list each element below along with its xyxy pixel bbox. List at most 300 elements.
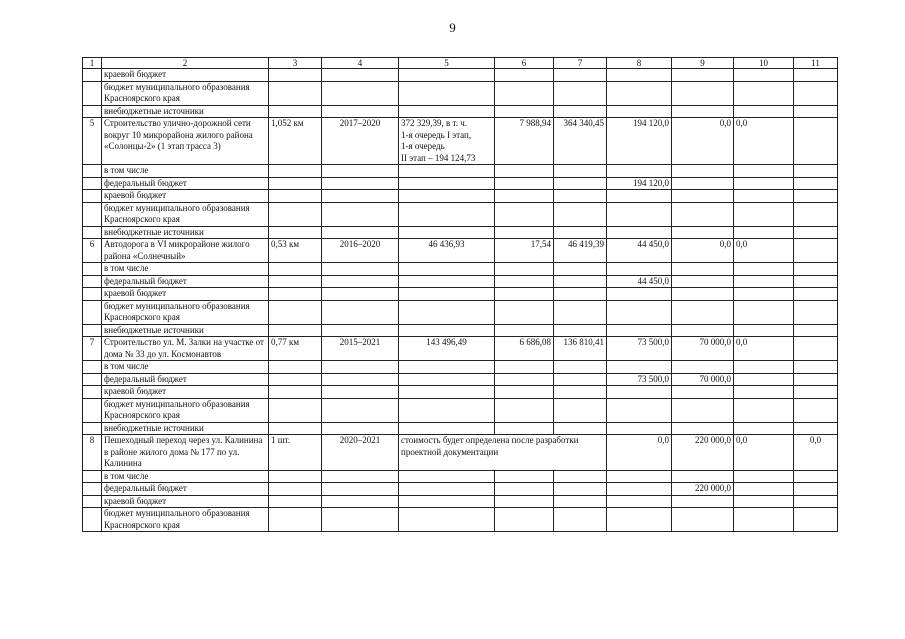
- column-header: 3: [269, 58, 322, 69]
- cell-col-9: [672, 177, 734, 190]
- cell-col-11: [794, 177, 838, 190]
- cell-col-1: [83, 386, 102, 399]
- cell-col-3: [269, 508, 322, 532]
- cell-col-10: [734, 495, 794, 508]
- cell-col-11: [794, 470, 838, 483]
- cell-col-7: [554, 508, 607, 532]
- cell-col-8: [607, 263, 672, 276]
- cell-col-1: [83, 422, 102, 435]
- cell-col-9: [672, 202, 734, 226]
- table-row-sub: [83, 483, 838, 496]
- cell-col-8: [607, 226, 672, 239]
- cell-col-7: [554, 69, 607, 82]
- cell-col-11: [794, 398, 838, 422]
- cell-col-2: федеральный бюджет: [102, 275, 269, 288]
- cell-col-5: [399, 398, 495, 422]
- cell-col-4: [322, 275, 399, 288]
- table-row-sub: [83, 373, 838, 386]
- cell-col-11: [794, 226, 838, 239]
- cell-col-3: [269, 202, 322, 226]
- cell-col-11: [794, 190, 838, 203]
- table-row-sub: [83, 470, 838, 483]
- cell-col-9: [672, 508, 734, 532]
- cell-col-11: [794, 275, 838, 288]
- cell-col-10: [734, 470, 794, 483]
- cell-col-10: [734, 165, 794, 178]
- cell-col-8: [607, 495, 672, 508]
- cell-col-8: 194 120,0: [607, 177, 672, 190]
- cell-col-6: [495, 288, 554, 301]
- cell-col-11: [794, 69, 838, 82]
- cell-col-6: [495, 386, 554, 399]
- cell-col-6: [495, 508, 554, 532]
- cell-col-4: [322, 177, 399, 190]
- cell-col-8: [607, 81, 672, 105]
- cell-col-7: [554, 422, 607, 435]
- cell-col-7: [554, 483, 607, 496]
- cell-col-8: [607, 300, 672, 324]
- cell-col-7: [554, 275, 607, 288]
- cell-col-2: краевой бюджет: [102, 495, 269, 508]
- column-header: 7: [554, 58, 607, 69]
- cell-col-1: [83, 202, 102, 226]
- table-header-row: [83, 58, 838, 69]
- cell-col-5: [399, 190, 495, 203]
- cell-col-4: 2017–2020: [322, 118, 399, 165]
- column-header: 4: [322, 58, 399, 69]
- column-header: 10: [734, 58, 794, 69]
- cell-col-7: [554, 470, 607, 483]
- cell-col-5: [399, 288, 495, 301]
- cell-col-4: [322, 508, 399, 532]
- cell-col-2: федеральный бюджет: [102, 373, 269, 386]
- cell-col-9: 0,0: [672, 118, 734, 165]
- cell-col-3: [269, 226, 322, 239]
- cell-col-10: [734, 81, 794, 105]
- cell-col-1: [83, 226, 102, 239]
- cell-col-5: [399, 226, 495, 239]
- cell-col-10: [734, 483, 794, 496]
- cell-col-10: 0,0: [734, 239, 794, 263]
- cell-col-8: [607, 69, 672, 82]
- cell-col-11: [794, 105, 838, 118]
- cell-col-5: [399, 105, 495, 118]
- cell-col-3: [269, 361, 322, 374]
- table-row-item: [83, 435, 838, 471]
- cell-col-7: [554, 288, 607, 301]
- cell-col-5: стоимость будет определена после разработки проектной документации: [399, 435, 607, 471]
- table-row-sub: [83, 422, 838, 435]
- cell-col-9: [672, 275, 734, 288]
- cell-col-2: внебюджетные источники: [102, 422, 269, 435]
- cell-col-4: [322, 373, 399, 386]
- cell-col-2: в том числе: [102, 263, 269, 276]
- cell-col-9: 220 000,0: [672, 483, 734, 496]
- cell-col-7: [554, 300, 607, 324]
- cell-col-7: [554, 361, 607, 374]
- cell-col-1: [83, 373, 102, 386]
- cell-col-2: в том числе: [102, 165, 269, 178]
- cell-col-1: [83, 263, 102, 276]
- cell-col-1: 5: [83, 118, 102, 165]
- cell-col-8: 73 500,0: [607, 337, 672, 361]
- cell-col-11: [794, 300, 838, 324]
- cell-col-7: 46 419,39: [554, 239, 607, 263]
- cell-col-3: [269, 165, 322, 178]
- page-number: 9: [449, 20, 456, 35]
- cell-col-11: [794, 337, 838, 361]
- column-header: 8: [607, 58, 672, 69]
- cell-col-1: [83, 190, 102, 203]
- cell-col-8: 0,0: [607, 435, 672, 471]
- table-row-sub: [83, 226, 838, 239]
- table-row-sub: [83, 190, 838, 203]
- cell-col-4: [322, 495, 399, 508]
- cell-col-11: [794, 288, 838, 301]
- cell-col-11: [794, 165, 838, 178]
- cell-col-2: Строительство ул. М. Залки на участке от дома № 33 до ул. Космонавтов: [102, 337, 269, 361]
- cell-col-5: 143 496,49: [399, 337, 495, 361]
- cell-col-9: [672, 386, 734, 399]
- cell-col-11: [794, 495, 838, 508]
- table-row-sub: [83, 177, 838, 190]
- cell-col-10: [734, 386, 794, 399]
- cell-col-11: [794, 373, 838, 386]
- cell-col-7: [554, 81, 607, 105]
- cell-col-10: [734, 508, 794, 532]
- cell-col-2: краевой бюджет: [102, 288, 269, 301]
- cell-col-7: [554, 373, 607, 386]
- cell-col-7: [554, 398, 607, 422]
- cell-col-9: [672, 105, 734, 118]
- cell-col-3: [269, 470, 322, 483]
- cell-col-2: бюджет муниципального образования Красноярского края: [102, 202, 269, 226]
- cell-col-2: краевой бюджет: [102, 69, 269, 82]
- cell-col-5: 46 436,93: [399, 239, 495, 263]
- table-row-sub: [83, 508, 838, 532]
- cell-col-3: [269, 422, 322, 435]
- cell-col-4: [322, 361, 399, 374]
- cell-col-4: [322, 69, 399, 82]
- cell-col-3: [269, 275, 322, 288]
- cell-col-5: [399, 324, 495, 337]
- cell-col-9: [672, 165, 734, 178]
- cell-col-8: 73 500,0: [607, 373, 672, 386]
- cell-col-7: 136 810,41: [554, 337, 607, 361]
- cell-col-3: [269, 373, 322, 386]
- cell-col-1: 8: [83, 435, 102, 471]
- column-header: 11: [794, 58, 838, 69]
- cell-col-2: федеральный бюджет: [102, 483, 269, 496]
- cell-col-11: [794, 118, 838, 165]
- cell-col-9: 70 000,0: [672, 337, 734, 361]
- cell-col-10: [734, 373, 794, 386]
- cell-col-10: [734, 190, 794, 203]
- cell-col-2: внебюджетные источники: [102, 324, 269, 337]
- cell-col-9: [672, 81, 734, 105]
- cell-col-3: [269, 495, 322, 508]
- cell-col-11: [794, 324, 838, 337]
- cell-col-4: [322, 190, 399, 203]
- cell-col-6: [495, 422, 554, 435]
- cell-col-1: [83, 398, 102, 422]
- cell-col-5: [399, 177, 495, 190]
- cell-col-4: [322, 324, 399, 337]
- cell-col-1: [83, 177, 102, 190]
- table-row-sub: [83, 69, 838, 82]
- cell-col-2: бюджет муниципального образования Красноярского края: [102, 81, 269, 105]
- cell-col-9: [672, 495, 734, 508]
- cell-col-3: 0,53 км: [269, 239, 322, 263]
- table-row-item: [83, 337, 838, 361]
- cell-col-6: [495, 470, 554, 483]
- cell-col-10: [734, 398, 794, 422]
- cell-col-10: 0,0: [734, 118, 794, 165]
- cell-col-1: 7: [83, 337, 102, 361]
- cell-col-7: [554, 177, 607, 190]
- table-row-sub: [83, 105, 838, 118]
- table-row-sub: [83, 202, 838, 226]
- cell-col-10: [734, 361, 794, 374]
- column-header: 6: [495, 58, 554, 69]
- cell-col-2: федеральный бюджет: [102, 177, 269, 190]
- cell-col-2: внебюджетные источники: [102, 226, 269, 239]
- cell-col-5: [399, 386, 495, 399]
- cell-col-10: [734, 69, 794, 82]
- cell-col-10: [734, 300, 794, 324]
- cell-col-6: [495, 483, 554, 496]
- cell-col-8: [607, 105, 672, 118]
- cell-col-1: [83, 470, 102, 483]
- cell-col-3: [269, 69, 322, 82]
- cell-col-1: [83, 69, 102, 82]
- cell-col-4: [322, 483, 399, 496]
- cell-col-4: [322, 226, 399, 239]
- cell-col-1: [83, 495, 102, 508]
- cell-col-11: [794, 483, 838, 496]
- cell-col-11: [794, 81, 838, 105]
- cell-col-3: [269, 300, 322, 324]
- cell-col-9: [672, 324, 734, 337]
- cell-col-2: бюджет муниципального образования Красноярского края: [102, 398, 269, 422]
- table-row-sub: [83, 81, 838, 105]
- cell-col-2: Строительство улично-дорожной сети вокруг 10 микрорайона жилого района «Солонцы-2» (1 этап трасса 3): [102, 118, 269, 165]
- cell-col-1: [83, 81, 102, 105]
- cell-col-5: [399, 373, 495, 386]
- cell-col-10: [734, 288, 794, 301]
- cell-col-5: [399, 300, 495, 324]
- cell-col-4: 2016–2020: [322, 239, 399, 263]
- cell-col-10: [734, 422, 794, 435]
- cell-col-7: [554, 202, 607, 226]
- table-row-item: [83, 239, 838, 263]
- table-row-sub: [83, 165, 838, 178]
- cell-col-4: [322, 202, 399, 226]
- cell-col-11: [794, 508, 838, 532]
- cell-col-7: [554, 386, 607, 399]
- cell-col-4: [322, 81, 399, 105]
- cell-col-2: в том числе: [102, 470, 269, 483]
- cell-col-8: [607, 483, 672, 496]
- table-row-sub: [83, 398, 838, 422]
- cell-col-11: [794, 386, 838, 399]
- cell-col-3: 1 шт.: [269, 435, 322, 471]
- cell-col-2: бюджет муниципального образования Красноярского края: [102, 508, 269, 532]
- cell-col-8: [607, 386, 672, 399]
- cell-col-2: Автодорога в VI микрорайоне жилого района «Солнечный»: [102, 239, 269, 263]
- cell-col-9: [672, 69, 734, 82]
- column-header: 5: [399, 58, 495, 69]
- cell-col-7: [554, 190, 607, 203]
- cell-col-5: [399, 263, 495, 276]
- cell-col-8: [607, 190, 672, 203]
- cell-col-8: [607, 422, 672, 435]
- cell-col-1: [83, 275, 102, 288]
- cell-col-6: [495, 165, 554, 178]
- cell-col-7: [554, 226, 607, 239]
- cell-col-10: [734, 275, 794, 288]
- cell-col-3: [269, 177, 322, 190]
- cell-col-8: [607, 470, 672, 483]
- column-header: 2: [102, 58, 269, 69]
- cell-col-4: [322, 263, 399, 276]
- cell-col-1: [83, 361, 102, 374]
- table-row-sub: [83, 361, 838, 374]
- cell-col-11: [794, 422, 838, 435]
- table-row-sub: [83, 324, 838, 337]
- cell-col-2: краевой бюджет: [102, 190, 269, 203]
- cell-col-6: [495, 105, 554, 118]
- cell-col-5: [399, 202, 495, 226]
- cell-col-4: 2020–2021: [322, 435, 399, 471]
- table-row-item: [83, 118, 838, 165]
- cell-col-11: [794, 202, 838, 226]
- cell-col-10: 0,0: [734, 435, 794, 471]
- cell-col-1: [83, 288, 102, 301]
- cell-col-4: [322, 422, 399, 435]
- cell-col-6: 17,54: [495, 239, 554, 263]
- cell-col-5: [399, 69, 495, 82]
- cell-col-10: [734, 202, 794, 226]
- table-row-sub: [83, 263, 838, 276]
- cell-col-4: [322, 105, 399, 118]
- cell-col-1: 6: [83, 239, 102, 263]
- cell-col-6: [495, 202, 554, 226]
- cell-col-6: [495, 300, 554, 324]
- cell-col-9: [672, 422, 734, 435]
- cell-col-4: [322, 386, 399, 399]
- cell-col-9: [672, 226, 734, 239]
- cell-col-8: 44 450,0: [607, 275, 672, 288]
- column-header: 9: [672, 58, 734, 69]
- cell-col-8: [607, 398, 672, 422]
- cell-col-4: [322, 470, 399, 483]
- cell-col-5: [399, 422, 495, 435]
- cell-col-1: [83, 508, 102, 532]
- cell-col-6: [495, 226, 554, 239]
- cell-col-1: [83, 483, 102, 496]
- cell-col-10: [734, 324, 794, 337]
- cell-col-6: [495, 69, 554, 82]
- table-row-sub: [83, 300, 838, 324]
- cell-col-3: [269, 386, 322, 399]
- cell-col-5: [399, 165, 495, 178]
- cell-col-11: 0,0: [794, 435, 838, 471]
- cell-col-1: [83, 165, 102, 178]
- cell-col-7: [554, 324, 607, 337]
- cell-col-5: [399, 81, 495, 105]
- table-row-sub: [83, 386, 838, 399]
- column-header: 1: [83, 58, 102, 69]
- cell-col-4: [322, 398, 399, 422]
- cell-col-2: бюджет муниципального образования Красноярского края: [102, 300, 269, 324]
- cell-col-8: [607, 508, 672, 532]
- cell-col-5: [399, 470, 495, 483]
- cell-col-2: Пешеходный переход через ул. Калинина в районе жилого дома № 177 по ул. Калинина: [102, 435, 269, 471]
- cell-col-10: [734, 226, 794, 239]
- cell-col-2: внебюджетные источники: [102, 105, 269, 118]
- cell-col-6: [495, 81, 554, 105]
- cell-col-6: [495, 495, 554, 508]
- cell-col-7: [554, 105, 607, 118]
- cell-col-6: 6 686,08: [495, 337, 554, 361]
- cell-col-8: 44 450,0: [607, 239, 672, 263]
- cell-col-7: 364 340,45: [554, 118, 607, 165]
- cell-col-4: [322, 300, 399, 324]
- table-row-sub: [83, 288, 838, 301]
- cell-col-7: [554, 165, 607, 178]
- cell-col-5: [399, 483, 495, 496]
- cell-col-3: [269, 483, 322, 496]
- cell-col-9: [672, 361, 734, 374]
- cell-col-9: [672, 300, 734, 324]
- cell-col-11: [794, 263, 838, 276]
- cell-col-6: [495, 177, 554, 190]
- cell-col-8: [607, 202, 672, 226]
- cell-col-8: 194 120,0: [607, 118, 672, 165]
- cell-col-9: 70 000,0: [672, 373, 734, 386]
- cell-col-1: [83, 324, 102, 337]
- cell-col-8: [607, 288, 672, 301]
- cell-col-10: [734, 177, 794, 190]
- cell-col-3: [269, 190, 322, 203]
- cell-col-7: [554, 495, 607, 508]
- cell-col-11: [794, 239, 838, 263]
- cell-col-6: [495, 190, 554, 203]
- cell-col-6: 7 988,94: [495, 118, 554, 165]
- cell-col-1: [83, 300, 102, 324]
- cell-col-5: [399, 495, 495, 508]
- cell-col-6: [495, 263, 554, 276]
- budget-table: [82, 57, 838, 532]
- cell-col-9: [672, 288, 734, 301]
- cell-col-3: [269, 105, 322, 118]
- cell-col-3: [269, 398, 322, 422]
- cell-col-8: [607, 324, 672, 337]
- cell-col-5: [399, 275, 495, 288]
- cell-col-3: [269, 263, 322, 276]
- cell-col-3: 0,77 км: [269, 337, 322, 361]
- cell-col-2: краевой бюджет: [102, 386, 269, 399]
- cell-col-9: 0,0: [672, 239, 734, 263]
- cell-col-5: 372 329,39, в т. ч. 1-я очередь I этап, 1-я очередь II этап – 194 124,73: [399, 118, 495, 165]
- table-row-sub: [83, 275, 838, 288]
- cell-col-9: [672, 190, 734, 203]
- cell-col-6: [495, 373, 554, 386]
- cell-col-5: [399, 508, 495, 532]
- cell-col-6: [495, 398, 554, 422]
- table-row-sub: [83, 495, 838, 508]
